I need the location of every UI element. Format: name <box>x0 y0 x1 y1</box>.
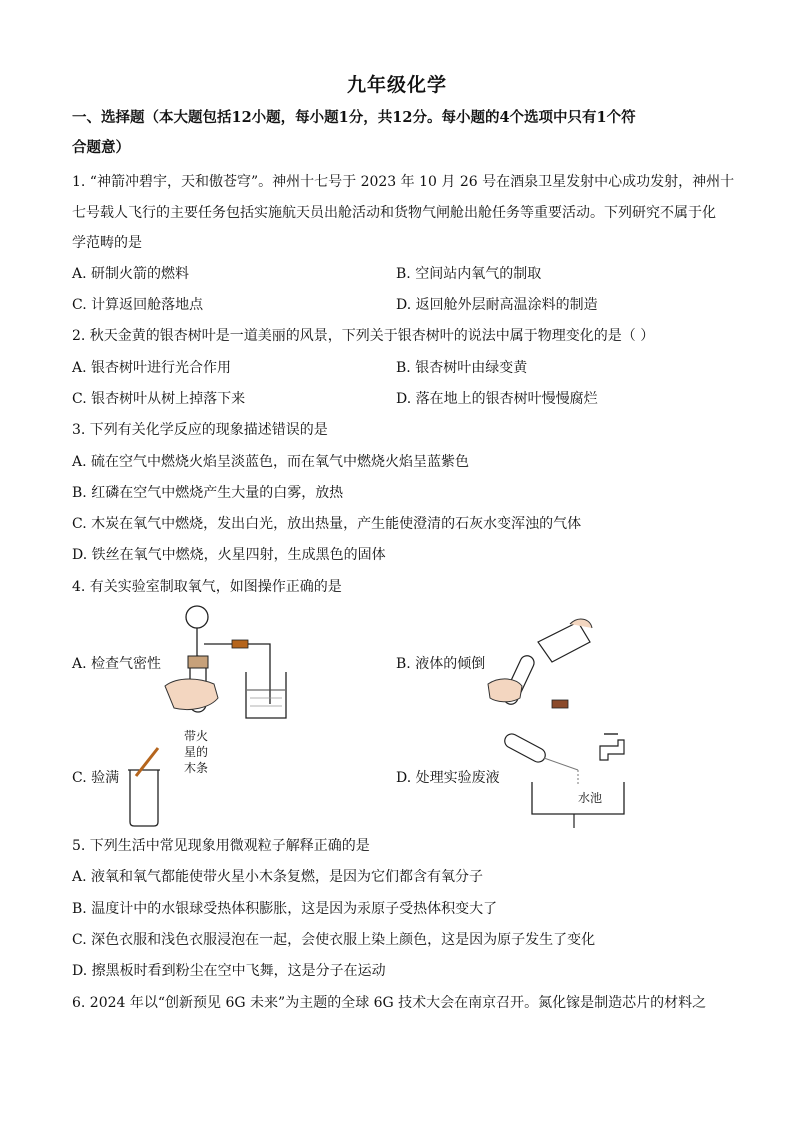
q3-option-d: D. 铁丝在氧气中燃烧，火星四射，生成黑色的固体 <box>72 547 386 563</box>
q1-option-c: C. 计算返回舱落地点 <box>72 297 204 313</box>
q5-option-b: B. 温度计中的水银球受热体积膨胀，这是因为汞原子受热体积变大了 <box>72 901 498 917</box>
q5-option-c: C. 深色衣服和浅色衣服浸泡在一起，会使衣服上染上颜色，这是因为原子发生了变化 <box>72 932 596 948</box>
q5-option-d: D. 擦黑板时看到粉尘在空中飞舞，这是分子在运动 <box>72 963 386 979</box>
section-heading-line1: 一、选择题（本大题包括12小题，每小题1分，共12分。每小题的4个选项中只有1个符 <box>72 109 636 126</box>
q3-stem: 3. 下列有关化学反应的现象描述错误的是 <box>72 422 328 438</box>
q5-stem: 5. 下列生活中常见现象用微观粒子解释正确的是 <box>72 838 370 854</box>
q1-option-a: A. 研制火箭的燃料 <box>72 266 190 282</box>
q1-option-b: B. 空间站内氧气的制取 <box>396 266 542 282</box>
sink-label: 水池 <box>578 791 603 805</box>
splint-label-3: 木条 <box>184 761 209 775</box>
splint-label-1: 带火 <box>184 729 209 743</box>
sink-figure <box>500 726 634 830</box>
beaker-figure <box>242 668 292 723</box>
q1-stem-line3: 学范畴的是 <box>72 235 142 251</box>
q4-option-d: D. 处理实验废液 <box>396 770 500 786</box>
page-title: 九年级化学 <box>346 74 447 96</box>
q2-stem: 2. 秋天金黄的银杏树叶是一道美丽的风景，下列关于银杏树叶的说法中属于物理变化的是（ ） <box>72 328 655 344</box>
q3-option-b: B. 红磷在空气中燃烧产生大量的白雾，放热 <box>72 485 344 501</box>
q6-stem-line1: 6. 2024 年以“创新预见 6G 未来”为主题的全球 6G 技术大会在南京召开。氮化镓是制造芯片的材料之 <box>72 995 707 1011</box>
q2-option-c: C. 银杏树叶从树上掉落下来 <box>72 391 246 407</box>
q2-option-d: D. 落在地上的银杏树叶慢慢腐烂 <box>396 391 598 407</box>
q3-option-c: C. 木炭在氧气中燃烧，发出白光，放出热量，产生能使澄清的石灰水变浑浊的气体 <box>72 516 582 532</box>
q4-option-a: A. 检查气密性 <box>72 656 162 672</box>
q3-option-a: A. 硫在空气中燃烧火焰呈淡蓝色，而在氧气中燃烧火焰呈蓝紫色 <box>72 454 470 470</box>
q4-stem: 4. 有关实验室制取氧气，如图操作正确的是 <box>72 579 342 595</box>
q4-option-c: C. 验满 <box>72 770 120 786</box>
section-heading-line2: 合题意） <box>72 139 130 156</box>
q2-option-b: B. 银杏树叶由绿变黄 <box>396 360 528 376</box>
q4-option-b: B. 液体的倾倒 <box>396 656 486 672</box>
q1-stem-line1: 1. “神箭冲碧宇，天和傲苍穹”。神州十七号于 2023 年 10 月 26 号在酒泉卫星发射中心成功发射，神州十 <box>72 174 735 190</box>
q1-stem-line2: 七号载人飞行的主要任务包括实施航天员出舱活动和货物气闸舱出舱任务等重要活动。下列研究不属于化 <box>72 205 716 221</box>
pouring-figure <box>486 614 596 714</box>
q1-option-d: D. 返回舱外层耐高温涂料的制造 <box>396 297 598 313</box>
gas-jar-figure <box>124 744 164 828</box>
q2-option-a: A. 银杏树叶进行光合作用 <box>72 360 232 376</box>
splint-label-2: 星的 <box>184 745 209 759</box>
q5-option-a: A. 液氧和氧气都能使带火星小木条复燃，是因为它们都含有氧分子 <box>72 869 484 885</box>
